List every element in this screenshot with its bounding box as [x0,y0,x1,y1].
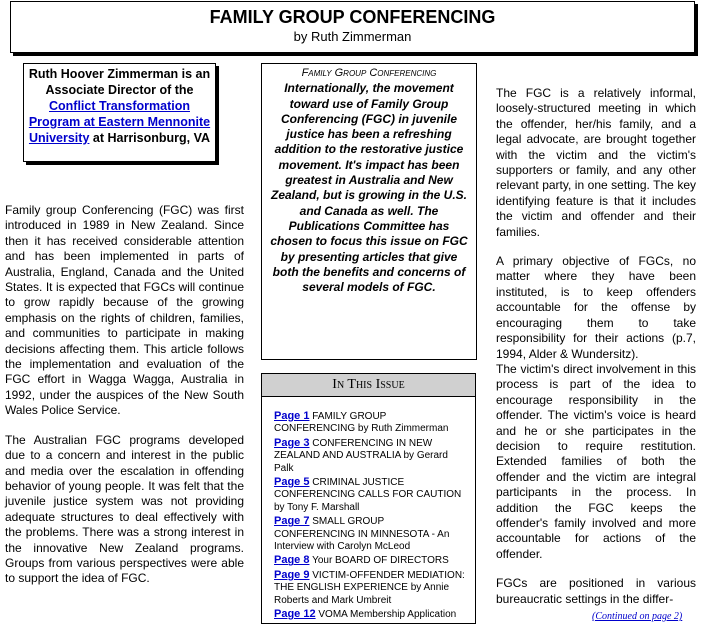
contents-item [274,410,467,436]
in-this-issue-heading: In This Issue [262,374,475,397]
contents-item [274,476,467,514]
contents-text: CONFERENCING IN NEW ZEALAND AND AUSTRALIA by Gerard Palk [274,437,448,474]
contents-item [274,515,467,553]
page-link[interactable]: Page 5 [274,476,310,489]
bio-text: Ruth Hoover Zimmerman is an Associate Director of the [28,67,211,97]
page-link[interactable]: Page 9 [274,568,310,581]
contents-item [274,608,467,621]
page-link[interactable]: Page 12 [274,608,316,621]
contents-item [274,569,467,607]
article-header [10,1,695,53]
article-byline: by Ruth Zimmerman [293,29,412,44]
contents-text: SMALL GROUP CONFERENCING IN MINNESOTA - An Interview with Carolyn McLeod [274,516,450,553]
left-column [5,203,244,601]
contents-text: VOMA Membership Application [318,609,457,621]
paragraph: A primary objective of FGCs, no matter where they have been instituted, is to keep offenders accountable for the offense by encouraging them to take responsibility for their actions (p.7, 1994, Alder & Wundersitz). [496,254,696,361]
contents-text: CRIMINAL JUSTICE CONFERENCING CALLS FOR CAUTION by Tony F. Marshall [274,477,462,513]
contents-item [274,437,467,475]
paragraph: The FGC is a relatively informal, loosely-structured meeting in which the offender, her/his family, and a legal advocate, are brought together with the victim and the victim's supporters or family, and any other relevant party, in one setting. The key identifying feature is that it includes the victim and offender and their families. [496,86,696,239]
contents-text: FAMILY GROUP CONFERENCING by Ruth Zimmerman [274,411,449,435]
article-title: FAMILY GROUP CONFERENCING [209,7,496,27]
paragraph: Family group Conferencing (FGC) was first introduced in 1989 in New Zealand. Since then it has received considerable attention and has been implemented in parts of Australia, England, Canada and the United States. It is expected that FGCs will continue to grow rapidly because of the growing emphasis on the rights of children, families, and communities to participate in making decisions affecting them. This article follows the implementation and evaluation of the FGC effort in Wagga Wagga, Australia in 1992, under the auspices of the New South Wales Police Service. [5,203,244,418]
callout-box [261,63,477,360]
page-link[interactable]: Page 8 [274,554,310,567]
paragraph: The victim's direct involvement in this process is part of the idea to encourage responsibility in the offender. The victim's voice is heard and he or she participates in the decision to require restitution. Extended families of both the offender and the victim are integral participants in the process. In addition the FGC keeps the offender's family involved and more accountable for actions of the offender. [496,361,696,561]
contents-text: VICTIM-OFFENDER MEDIATION: THE ENGLISH EXPERIENCE by Annie Roberts and Mark Umbreit [274,569,465,606]
contents-text: Your BOARD OF DIRECTORS [312,555,449,567]
contents-list [262,397,475,622]
page-link[interactable]: Page 1 [274,410,310,422]
callout-text: Internationally, the movement toward use of Family Group Conferencing (FGC) in juvenile justice has been a refreshing addition to the restorative justice movement. It's impact has been greatest in Australia and New Zealand, but is growing in the U.S. and Canada as well. The Publications Committee has chosen to focus this issue on FGC by presenting articles that give both the benefits and concerns of several models of FGC. [270,81,468,295]
right-column [496,86,696,607]
in-this-issue-box [261,373,476,624]
bio-location: at Harrisonburg, VA [92,131,211,145]
page-link[interactable]: Page 3 [274,436,310,449]
continued-link[interactable]: (Continued on page 2) [592,611,683,622]
contents-item [274,554,467,567]
page-link[interactable]: Page 7 [274,515,310,528]
author-bio-box [23,63,216,162]
callout-caption: Family Group Conferencing [301,67,437,79]
paragraph: FGCs are positioned in various bureaucratic settings in the differ- [496,576,696,606]
paragraph: The Australian FGC programs developed due to a concern and interest in the public and media over the escalation in offending behavior of young people. It was felt that the juvenile justice system was not providing adequate structures to deal effectively with the problems. There was a strong interest in the innovative New Zealand programs. Groups from various perspectives were able to support the idea of FGC. [5,432,244,586]
program-link[interactable]: Conflict Transformation Program at Eastern Mennonite University [28,99,211,145]
